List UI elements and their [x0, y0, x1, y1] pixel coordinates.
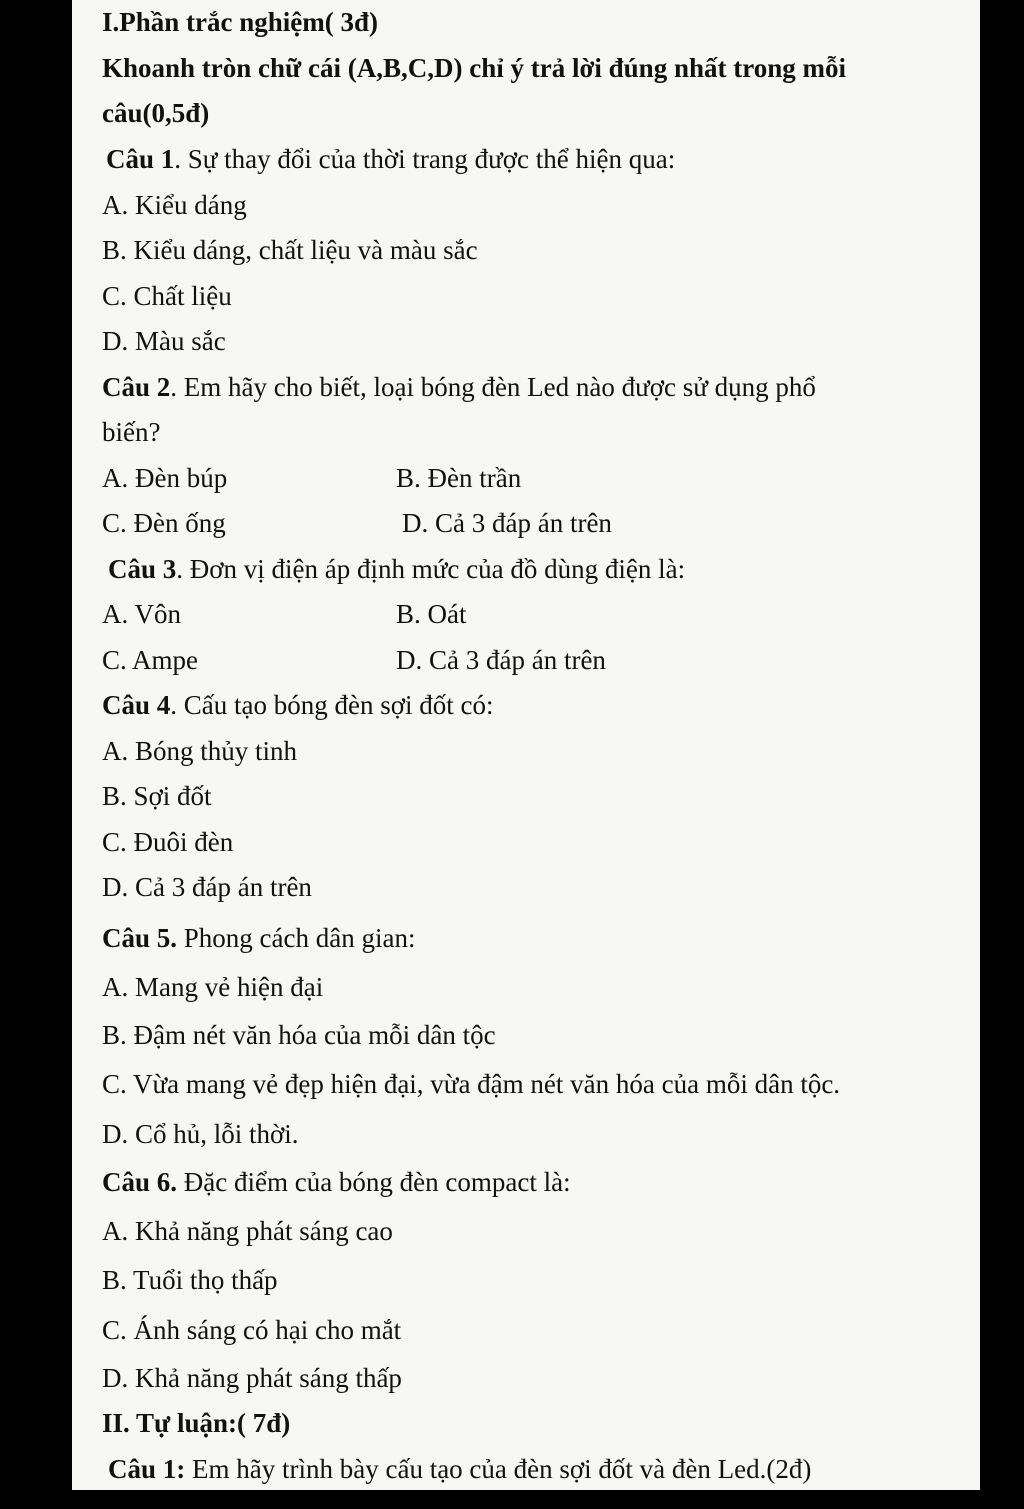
q1-option-d: D. Màu sắc [102, 326, 226, 356]
q5-option-a: A. Mang vẻ hiện đại [102, 972, 324, 1002]
question-5-label: Câu 5. [102, 923, 178, 953]
part1-title: I.Phần trắc nghiệm( 3đ) [102, 7, 378, 37]
q3-option-b: B. Oát [396, 599, 467, 629]
question-5 [102, 922, 415, 954]
essay-question-1-label: Câu 1: [108, 1454, 186, 1484]
question-6-label: Câu 6. [102, 1167, 178, 1197]
q5-option-d: D. Cổ hủ, lỗi thời. [102, 1119, 299, 1149]
q3-option-d: D. Cả 3 đáp án trên [396, 645, 606, 675]
question-3-label: Câu 3 [108, 554, 177, 584]
question-3-text: . Đơn vị điện áp định mức của đồ dùng điện là: [176, 554, 686, 584]
q4-option-d: D. Cả 3 đáp án trên [102, 872, 312, 902]
part2-title: II. Tự luận:( 7đ) [102, 1408, 291, 1438]
essay-question-1 [108, 1453, 811, 1485]
question-3 [108, 553, 685, 585]
question-2-text-line-2: biến? [102, 417, 161, 447]
question-1-text: . Sự thay đổi của thời trang được thể hiện qua: [174, 144, 676, 174]
q6-option-a: A. Khả năng phát sáng cao [102, 1216, 393, 1246]
question-4-text: . Cấu tạo bóng đèn sợi đốt có: [170, 690, 494, 720]
q6-option-b: B. Tuổi thọ thấp [102, 1265, 278, 1295]
question-4-label: Câu 4 [102, 690, 171, 720]
question-1-label: Câu 1 [106, 144, 175, 174]
instruction-line-2: câu(0,5đ) [102, 98, 210, 128]
question-2 [102, 371, 816, 403]
question-4 [102, 689, 494, 721]
q4-option-a: A. Bóng thủy tinh [102, 736, 298, 766]
q3-option-a: A. Vôn [102, 599, 182, 629]
q4-option-b: B. Sợi đốt [102, 781, 212, 811]
essay-question-1-text: Em hãy trình bày cấu tạo của đèn sợi đốt và đèn Led.(2đ) [185, 1454, 812, 1484]
document-page [72, 0, 980, 1490]
question-1 [106, 143, 675, 175]
q6-option-d: D. Khả năng phát sáng thấp [102, 1363, 402, 1393]
instruction-line-1: Khoanh tròn chữ cái (A,B,C,D) chỉ ý trả lời đúng nhất trong mỗi [102, 53, 846, 83]
q2-option-a: A. Đèn búp [102, 463, 228, 493]
q3-option-c: C. Ampe [102, 645, 199, 675]
q2-option-b: B. Đèn trần [396, 463, 522, 493]
question-6-text: Đặc điểm của bóng đèn compact là: [177, 1167, 571, 1197]
q1-option-a: A. Kiểu dáng [102, 190, 247, 220]
q2-option-d: D. Cả 3 đáp án trên [402, 508, 612, 538]
q1-option-c: C. Chất liệu [102, 281, 232, 311]
q2-option-c: C. Đèn ống [102, 508, 226, 538]
question-6 [102, 1166, 571, 1198]
q6-option-c: C. Ánh sáng có hại cho mắt [102, 1315, 402, 1345]
q1-option-b: B. Kiểu dáng, chất liệu và màu sắc [102, 235, 478, 265]
q4-option-c: C. Đuôi đèn [102, 827, 234, 857]
question-5-text: Phong cách dân gian: [177, 923, 416, 953]
q5-option-b: B. Đậm nét văn hóa của mỗi dân tộc [102, 1020, 496, 1050]
question-2-text-line-1: . Em hãy cho biết, loại bóng đèn Led nào được sử dụng phổ [170, 372, 816, 402]
question-2-label: Câu 2 [102, 372, 171, 402]
q5-option-c: C. Vừa mang vẻ đẹp hiện đại, vừa đậm nét văn hóa của mỗi dân tộc. [102, 1069, 841, 1099]
